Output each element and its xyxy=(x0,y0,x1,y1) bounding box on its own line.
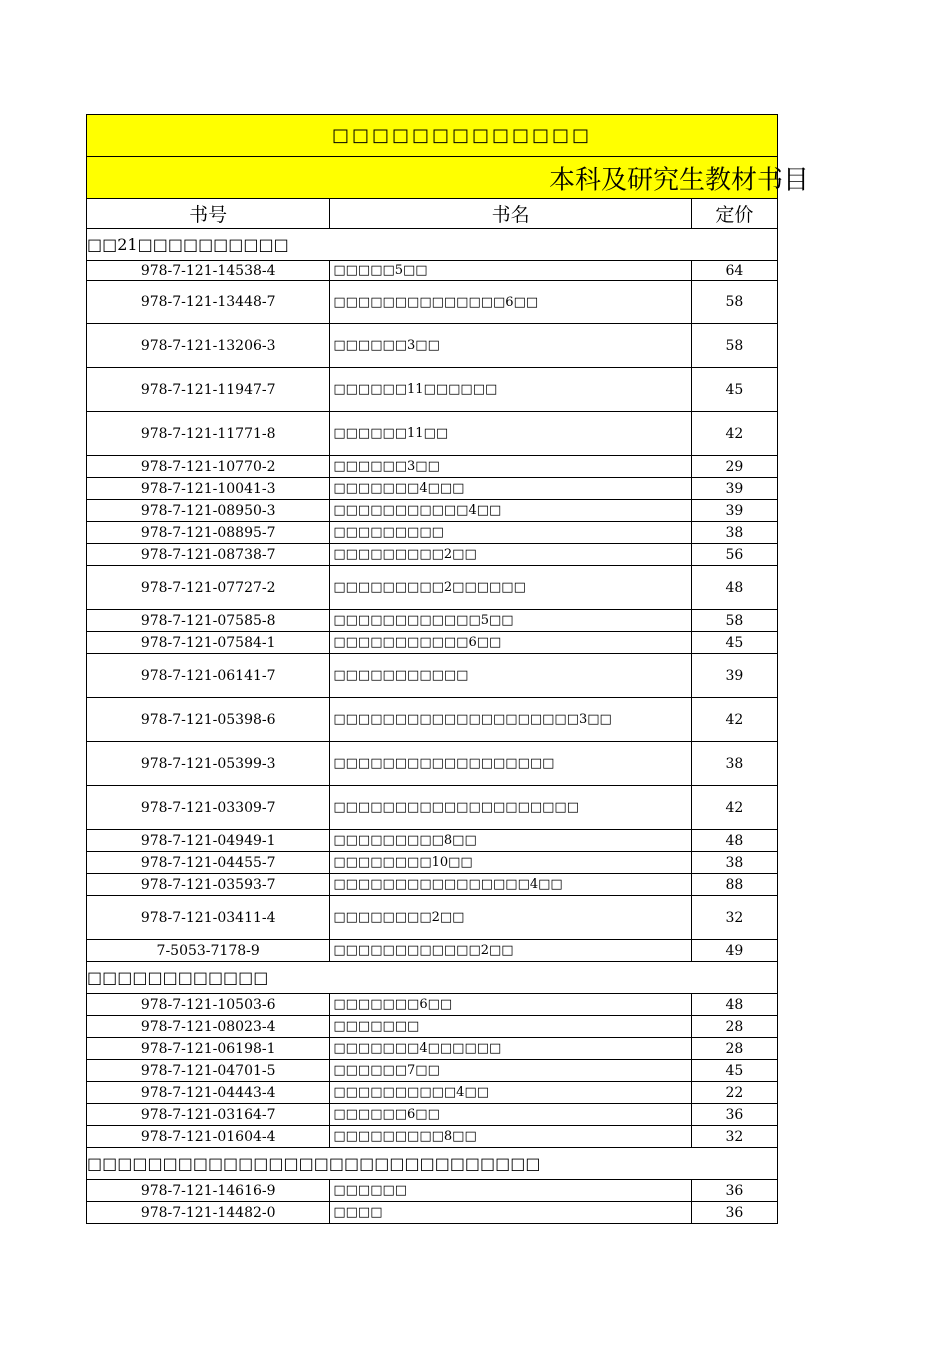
isbn-cell: 978-7-121-14616-9 xyxy=(87,1180,330,1202)
isbn-cell: 978-7-121-08738-7 xyxy=(87,544,330,566)
table-row xyxy=(87,566,778,610)
price-cell: 39 xyxy=(691,500,777,522)
isbn-cell: 978-7-121-07727-2 xyxy=(87,566,330,610)
isbn-cell: 978-7-121-13448-7 xyxy=(87,281,330,324)
section-header-row xyxy=(87,229,778,261)
isbn-cell: 978-7-121-04701-5 xyxy=(87,1060,330,1082)
title-cell: □□□□□□□□□8□□ xyxy=(330,830,692,852)
price-cell: 45 xyxy=(691,368,777,412)
price-cell: 42 xyxy=(691,698,777,742)
isbn-cell: 978-7-121-08023-4 xyxy=(87,1016,330,1038)
publisher-name: □□□□□□□□□□□□□ xyxy=(87,115,778,157)
title-cell: □□□□□5□□ xyxy=(330,261,692,281)
publisher-row xyxy=(87,115,778,157)
price-cell: 38 xyxy=(691,852,777,874)
title-cell: □□□□□□□□10□□ xyxy=(330,852,692,874)
title-cell: □□□□□□□□□□□□□□6□□ xyxy=(330,281,692,324)
price-cell: 48 xyxy=(691,830,777,852)
table-row xyxy=(87,940,778,962)
title-cell: □□□□□□□□□□4□□ xyxy=(330,1082,692,1104)
price-cell: 45 xyxy=(691,1060,777,1082)
isbn-cell: 978-7-121-01604-4 xyxy=(87,1126,330,1148)
title-cell: □□□□□□□□□□□4□□ xyxy=(330,500,692,522)
title-cell: □□□□□□□□□□□□□□□□□□□□ xyxy=(330,786,692,830)
column-header-row xyxy=(87,199,778,229)
price-cell: 42 xyxy=(691,412,777,456)
isbn-cell: 978-7-121-14482-0 xyxy=(87,1202,330,1224)
table-row xyxy=(87,281,778,324)
price-cell: 28 xyxy=(691,1016,777,1038)
table-row xyxy=(87,830,778,852)
price-cell: 38 xyxy=(691,522,777,544)
price-cell: 22 xyxy=(691,1082,777,1104)
table-row xyxy=(87,456,778,478)
isbn-cell: 978-7-121-04443-4 xyxy=(87,1082,330,1104)
title-cell: □□□□□□□□□ xyxy=(330,522,692,544)
isbn-cell: 978-7-121-08895-7 xyxy=(87,522,330,544)
table-row xyxy=(87,1104,778,1126)
price-cell: 45 xyxy=(691,632,777,654)
price-cell: 32 xyxy=(691,1126,777,1148)
table-row xyxy=(87,742,778,786)
price-cell: 88 xyxy=(691,874,777,896)
price-cell: 28 xyxy=(691,1038,777,1060)
price-cell: 64 xyxy=(691,261,777,281)
isbn-cell: 978-7-121-10770-2 xyxy=(87,456,330,478)
price-cell: 39 xyxy=(691,478,777,500)
price-cell: 42 xyxy=(691,786,777,830)
price-cell: 58 xyxy=(691,324,777,368)
isbn-cell: 978-7-121-11947-7 xyxy=(87,368,330,412)
catalog-table xyxy=(86,114,809,1224)
price-cell: 56 xyxy=(691,544,777,566)
isbn-cell: 978-7-121-06141-7 xyxy=(87,654,330,698)
title-cell: □□□□□□6□□ xyxy=(330,1104,692,1126)
title-cell: □□□□□□□□□2□□ xyxy=(330,544,692,566)
isbn-cell: 978-7-121-03164-7 xyxy=(87,1104,330,1126)
table-row xyxy=(87,500,778,522)
isbn-cell: 978-7-121-10503-6 xyxy=(87,994,330,1016)
price-cell: 36 xyxy=(691,1104,777,1126)
table-row xyxy=(87,261,778,281)
table-row xyxy=(87,1126,778,1148)
isbn-cell: 978-7-121-03593-7 xyxy=(87,874,330,896)
table-row xyxy=(87,1038,778,1060)
catalog-title-cell xyxy=(87,157,809,199)
table-row xyxy=(87,1082,778,1104)
isbn-cell: 978-7-121-14538-4 xyxy=(87,261,330,281)
isbn-cell: 978-7-121-05398-6 xyxy=(87,698,330,742)
table-row xyxy=(87,522,778,544)
title-cell: □□□□□□□□□□□ xyxy=(330,654,692,698)
table-row xyxy=(87,654,778,698)
table-row xyxy=(87,852,778,874)
title-cell: □□□□□□7□□ xyxy=(330,1060,692,1082)
price-header: 定价 xyxy=(691,199,777,229)
table-row xyxy=(87,786,778,830)
title-cell: □□□□□□□□□8□□ xyxy=(330,1126,692,1148)
isbn-cell: 978-7-121-05399-3 xyxy=(87,742,330,786)
table-row xyxy=(87,1016,778,1038)
price-cell: 58 xyxy=(691,610,777,632)
table-row xyxy=(87,544,778,566)
title-cell: □□□□□□□□□□□□5□□ xyxy=(330,610,692,632)
isbn-cell: 978-7-121-04949-1 xyxy=(87,830,330,852)
table-row xyxy=(87,632,778,654)
title-cell: □□□□□□□4□□□ xyxy=(330,478,692,500)
price-cell: 38 xyxy=(691,742,777,786)
table-row xyxy=(87,1202,778,1224)
section-title: □□□□□□□□□□□□□□□□□□□□□□□□□□□□□□ xyxy=(87,1148,778,1180)
title-cell: □□□□□□□□□□□□2□□ xyxy=(330,940,692,962)
catalog-title: 本科及研究生教材书目 xyxy=(548,165,809,195)
isbn-cell: 978-7-121-10041-3 xyxy=(87,478,330,500)
title-cell: □□□□□□□□□□□□□□□□□□ xyxy=(330,742,692,786)
catalog-title-row xyxy=(87,157,778,199)
table-row xyxy=(87,874,778,896)
price-cell: 48 xyxy=(691,994,777,1016)
title-cell: □□□□□□□ xyxy=(330,1016,692,1038)
title-cell: □□□□□□□6□□ xyxy=(330,994,692,1016)
price-cell: 32 xyxy=(691,896,777,940)
section-title: □□□□□□□□□□□□ xyxy=(87,962,778,994)
table-row xyxy=(87,994,778,1016)
title-cell: □□□□□□3□□ xyxy=(330,324,692,368)
table-row xyxy=(87,1180,778,1202)
isbn-cell: 978-7-121-04455-7 xyxy=(87,852,330,874)
price-cell: 39 xyxy=(691,654,777,698)
isbn-header: 书号 xyxy=(87,199,330,229)
title-cell: □□□□□□□□□□□6□□ xyxy=(330,632,692,654)
isbn-cell: 978-7-121-08950-3 xyxy=(87,500,330,522)
price-cell: 49 xyxy=(691,940,777,962)
table-row xyxy=(87,368,778,412)
title-cell: □□□□ xyxy=(330,1202,692,1224)
title-cell: □□□□□□□□□2□□□□□□ xyxy=(330,566,692,610)
price-cell: 58 xyxy=(691,281,777,324)
table-row xyxy=(87,1060,778,1082)
table-row xyxy=(87,610,778,632)
section-header-row xyxy=(87,1148,778,1180)
title-cell: □□□□□□11□□□□□□ xyxy=(330,368,692,412)
isbn-cell: 978-7-121-07584-1 xyxy=(87,632,330,654)
isbn-cell: 978-7-121-03309-7 xyxy=(87,786,330,830)
table-row xyxy=(87,698,778,742)
table-row xyxy=(87,412,778,456)
isbn-cell: 978-7-121-07585-8 xyxy=(87,610,330,632)
title-cell: □□□□□□□4□□□□□□ xyxy=(330,1038,692,1060)
title-cell: □□□□□□□□□□□□□□□□4□□ xyxy=(330,874,692,896)
name-header: 书名 xyxy=(330,199,692,229)
isbn-cell: 978-7-121-03411-4 xyxy=(87,896,330,940)
section-header-row xyxy=(87,962,778,994)
title-cell: □□□□□□□□□□□□□□□□□□□□3□□ xyxy=(330,698,692,742)
price-cell: 36 xyxy=(691,1202,777,1224)
isbn-cell: 978-7-121-06198-1 xyxy=(87,1038,330,1060)
isbn-cell: 978-7-121-13206-3 xyxy=(87,324,330,368)
title-cell: □□□□□□□□2□□ xyxy=(330,896,692,940)
table-row xyxy=(87,478,778,500)
price-cell: 48 xyxy=(691,566,777,610)
title-cell: □□□□□□11□□ xyxy=(330,412,692,456)
title-cell: □□□□□□ xyxy=(330,1180,692,1202)
isbn-cell: 978-7-121-11771-8 xyxy=(87,412,330,456)
title-cell: □□□□□□3□□ xyxy=(330,456,692,478)
table-row xyxy=(87,324,778,368)
table-row xyxy=(87,896,778,940)
section-title: □□21□□□□□□□□□□ xyxy=(87,229,778,261)
price-cell: 36 xyxy=(691,1180,777,1202)
isbn-cell: 7-5053-7178-9 xyxy=(87,940,330,962)
price-cell: 29 xyxy=(691,456,777,478)
